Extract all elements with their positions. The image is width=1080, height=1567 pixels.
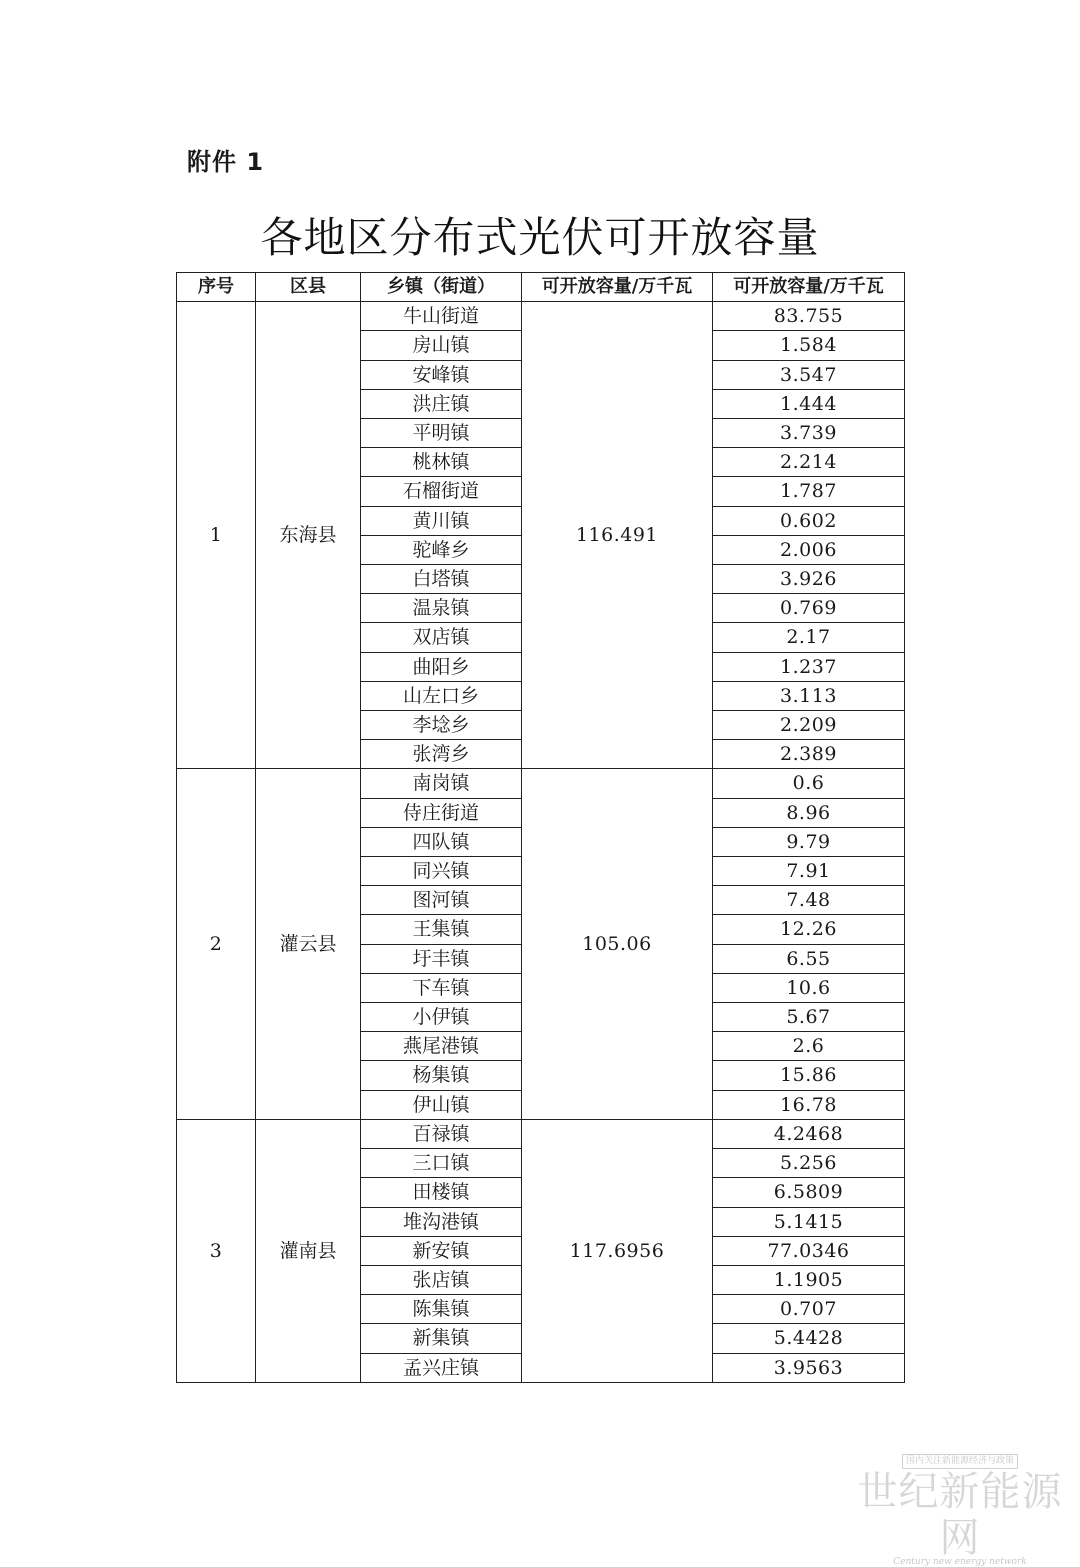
town-name-cell: 黄川镇 [361, 506, 522, 535]
table-row [177, 1119, 905, 1148]
town-capacity-cell: 0.602 [713, 506, 905, 535]
town-name-cell: 洪庄镇 [361, 389, 522, 418]
town-name-cell: 南岗镇 [361, 769, 522, 798]
town-capacity-cell: 2.17 [713, 623, 905, 652]
town-name-cell: 安峰镇 [361, 360, 522, 389]
town-name-cell: 新安镇 [361, 1236, 522, 1265]
watermark [850, 1448, 1070, 1567]
town-name-cell: 双店镇 [361, 623, 522, 652]
town-capacity-cell: 5.67 [713, 1003, 905, 1032]
town-name-cell: 孟兴庄镇 [361, 1353, 522, 1382]
town-name-cell: 下车镇 [361, 973, 522, 1002]
town-name-cell: 白塔镇 [361, 565, 522, 594]
town-name-cell: 王集镇 [361, 915, 522, 944]
town-name-cell: 温泉镇 [361, 594, 522, 623]
town-capacity-cell: 3.739 [713, 419, 905, 448]
town-capacity-cell: 0.6 [713, 769, 905, 798]
town-capacity-cell: 3.9563 [713, 1353, 905, 1382]
town-name-cell: 侍庄街道 [361, 798, 522, 827]
town-name-cell: 田楼镇 [361, 1178, 522, 1207]
town-capacity-cell: 15.86 [713, 1061, 905, 1090]
town-name-cell: 百禄镇 [361, 1119, 522, 1148]
town-name-cell: 杨集镇 [361, 1061, 522, 1090]
town-capacity-cell: 6.5809 [713, 1178, 905, 1207]
town-name-cell: 曲阳乡 [361, 652, 522, 681]
town-capacity-cell: 6.55 [713, 944, 905, 973]
town-name-cell: 图河镇 [361, 886, 522, 915]
town-name-cell: 平明镇 [361, 419, 522, 448]
county-cell: 东海县 [256, 302, 361, 769]
town-capacity-cell: 0.707 [713, 1295, 905, 1324]
town-capacity-cell: 1.787 [713, 477, 905, 506]
town-name-cell: 石榴街道 [361, 477, 522, 506]
document-title: 各地区分布式光伏可开放容量 [260, 213, 820, 262]
town-capacity-cell: 16.78 [713, 1090, 905, 1119]
town-capacity-cell: 2.6 [713, 1032, 905, 1061]
town-capacity-cell: 8.96 [713, 798, 905, 827]
town-capacity-cell: 3.547 [713, 360, 905, 389]
town-capacity-cell: 5.4428 [713, 1324, 905, 1353]
town-capacity-cell: 2.389 [713, 740, 905, 769]
index-cell: 2 [177, 769, 256, 1119]
watermark-english: Century new energy network [893, 1557, 1027, 1567]
town-capacity-cell: 1.444 [713, 389, 905, 418]
header-town-capacity: 可开放容量/万千瓦 [713, 273, 905, 302]
table-row [177, 302, 905, 331]
town-capacity-cell: 1.237 [713, 652, 905, 681]
town-capacity-cell: 5.256 [713, 1149, 905, 1178]
town-name-cell: 李埝乡 [361, 711, 522, 740]
town-capacity-cell: 2.006 [713, 535, 905, 564]
town-name-cell: 山左口乡 [361, 681, 522, 710]
header-town: 乡镇（街道） [361, 273, 522, 302]
town-capacity-cell: 12.26 [713, 915, 905, 944]
town-name-cell: 驼峰乡 [361, 535, 522, 564]
town-capacity-cell: 83.755 [713, 302, 905, 331]
town-capacity-cell: 3.113 [713, 681, 905, 710]
town-name-cell: 燕尾港镇 [361, 1032, 522, 1061]
index-cell: 3 [177, 1119, 256, 1382]
town-capacity-cell: 1.584 [713, 331, 905, 360]
town-name-cell: 四队镇 [361, 827, 522, 856]
watermark-logo: 世纪新能源网 [857, 1469, 1063, 1561]
header-county: 区县 [256, 273, 361, 302]
town-capacity-cell: 0.769 [713, 594, 905, 623]
town-capacity-cell: 77.0346 [713, 1236, 905, 1265]
town-capacity-cell: 7.91 [713, 857, 905, 886]
town-capacity-cell: 9.79 [713, 827, 905, 856]
town-capacity-cell: 2.214 [713, 448, 905, 477]
town-name-cell: 桃林镇 [361, 448, 522, 477]
index-cell: 1 [177, 302, 256, 769]
town-capacity-cell: 5.1415 [713, 1207, 905, 1236]
town-name-cell: 小伊镇 [361, 1003, 522, 1032]
header-county-capacity: 可开放容量/万千瓦 [522, 273, 713, 302]
county-cell: 灌云县 [256, 769, 361, 1119]
county-cell: 灌南县 [256, 1119, 361, 1382]
town-name-cell: 张店镇 [361, 1265, 522, 1294]
town-name-cell: 张湾乡 [361, 740, 522, 769]
town-name-cell: 三口镇 [361, 1149, 522, 1178]
town-name-cell: 圩丰镇 [361, 944, 522, 973]
town-capacity-cell: 4.2468 [713, 1119, 905, 1148]
table-row [177, 769, 905, 798]
table-body [177, 302, 905, 1383]
county-total-cell: 116.491 [522, 302, 713, 769]
capacity-table [176, 272, 905, 1383]
town-capacity-cell: 2.209 [713, 711, 905, 740]
table-header-row [177, 273, 905, 302]
town-capacity-cell: 7.48 [713, 886, 905, 915]
town-capacity-cell: 1.1905 [713, 1265, 905, 1294]
header-index: 序号 [177, 273, 256, 302]
county-total-cell: 117.6956 [522, 1119, 713, 1382]
town-capacity-cell: 3.926 [713, 565, 905, 594]
county-total-cell: 105.06 [522, 769, 713, 1119]
town-name-cell: 房山镇 [361, 331, 522, 360]
watermark-tag: 国内关注新能源经济与政策 [902, 1454, 1018, 1469]
town-capacity-cell: 10.6 [713, 973, 905, 1002]
attachment-label: 附件 1 [187, 148, 265, 176]
town-name-cell: 新集镇 [361, 1324, 522, 1353]
town-name-cell: 陈集镇 [361, 1295, 522, 1324]
town-name-cell: 牛山街道 [361, 302, 522, 331]
town-name-cell: 同兴镇 [361, 857, 522, 886]
town-name-cell: 堆沟港镇 [361, 1207, 522, 1236]
town-name-cell: 伊山镇 [361, 1090, 522, 1119]
